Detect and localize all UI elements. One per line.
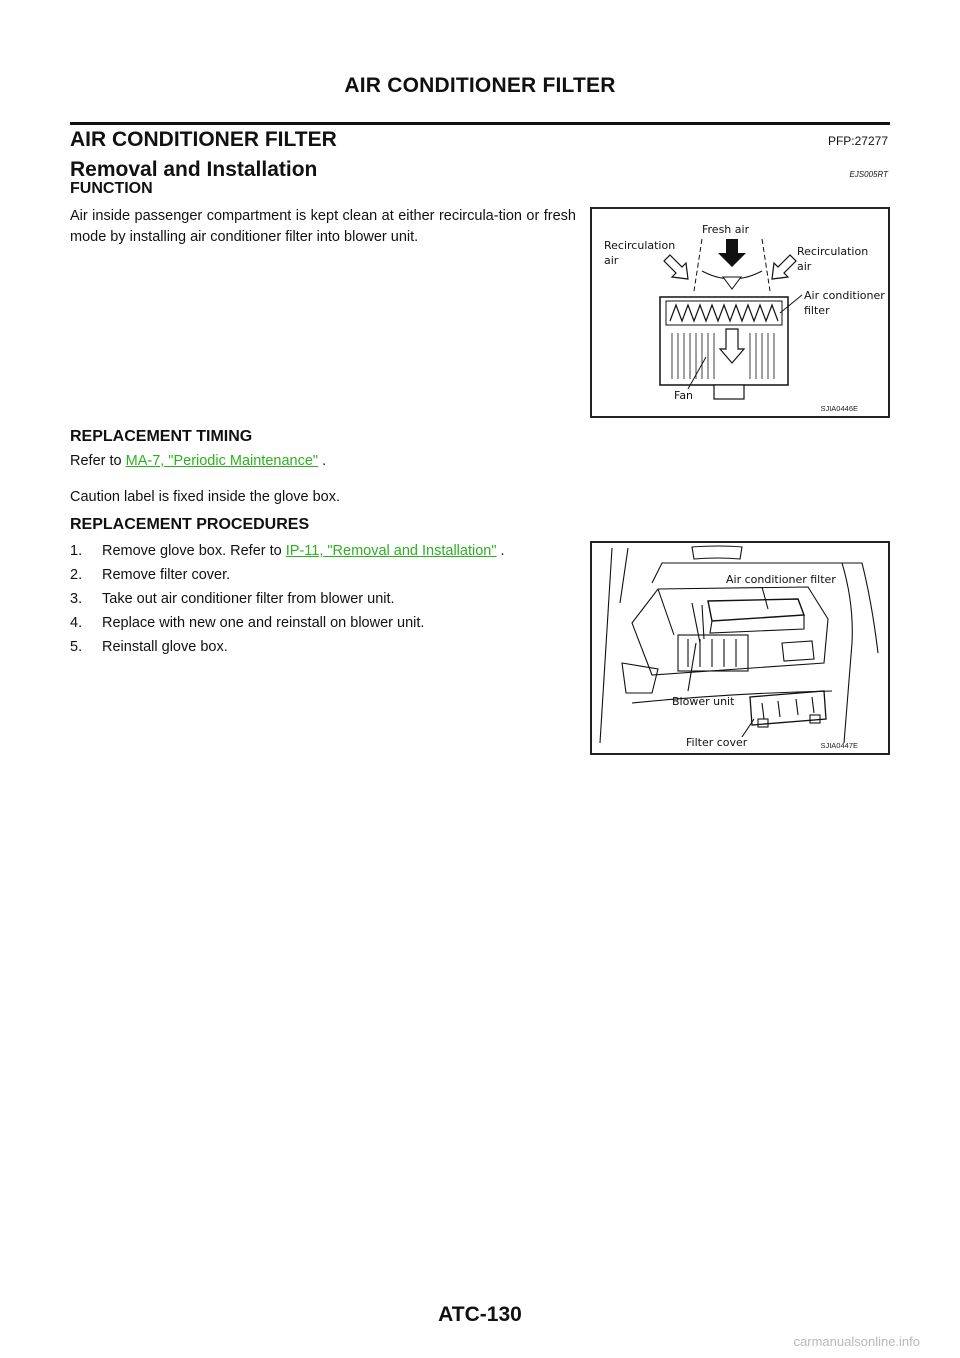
label-filter-2: filter bbox=[804, 304, 830, 317]
airflow-diagram bbox=[592, 209, 888, 416]
recirc-right-arrow-icon bbox=[772, 255, 796, 279]
header-rule bbox=[70, 122, 890, 125]
label-fresh-air: Fresh air bbox=[702, 223, 750, 236]
figure-code: SJIA0447E bbox=[820, 741, 858, 750]
page-title: AIR CONDITIONER FILTER bbox=[70, 128, 337, 151]
step-item: 3. Take out air conditioner filter from blower unit. bbox=[70, 591, 395, 607]
running-header: AIR CONDITIONER FILTER bbox=[344, 74, 616, 97]
label-recirc-left-1: Recirculation bbox=[604, 239, 676, 252]
label-blower-unit: Blower unit bbox=[672, 695, 735, 708]
caution-text: Caution label is fixed inside the glove box. bbox=[70, 489, 341, 505]
function-heading: FUNCTION bbox=[70, 180, 153, 197]
label-filter-1: Air conditioner bbox=[804, 289, 885, 302]
timing-refer: Refer to MA-7, "Periodic Maintenance" . bbox=[70, 453, 327, 469]
fresh-air-arrow-icon bbox=[718, 239, 746, 267]
recirc-left-arrow-icon bbox=[664, 255, 688, 279]
label-recirc-left-2: air bbox=[604, 254, 619, 267]
step-item: 5. Reinstall glove box. bbox=[70, 639, 228, 655]
figure-code: SJIA0446E bbox=[820, 404, 858, 413]
link-periodic-maintenance[interactable]: MA-7, "Periodic Maintenance" bbox=[125, 453, 319, 469]
watermark: carmanualsonline.info bbox=[793, 1334, 920, 1349]
procedure-steps bbox=[70, 541, 505, 661]
step-item: 4. Replace with new one and reinstall on blower unit. bbox=[70, 615, 425, 631]
figure-glove-box bbox=[590, 541, 890, 755]
label-air-conditioner-filter: Air conditioner filter bbox=[726, 573, 836, 586]
label-recirc-right-2: air bbox=[797, 260, 812, 273]
page-number: ATC-130 bbox=[438, 1303, 522, 1326]
section-title: Removal and Installation bbox=[70, 158, 318, 181]
procedures-heading: REPLACEMENT PROCEDURES bbox=[70, 516, 310, 533]
step-item: 1. Remove glove box. Refer to IP-11, "Removal and Installation" . bbox=[70, 543, 505, 559]
part-number: PFP:27277 bbox=[827, 134, 888, 148]
section-code: EJS005RT bbox=[849, 170, 888, 179]
link-ip-removal[interactable]: IP-11, "Removal and Installation" bbox=[285, 543, 497, 559]
label-fan: Fan bbox=[674, 389, 694, 402]
step-item: 2. Remove filter cover. bbox=[70, 567, 231, 583]
function-text: Air inside passenger compartment is kept clean at either recircula-tion or fresh mode by installing air conditioner filter into blower unit. bbox=[70, 208, 576, 245]
timing-heading: REPLACEMENT TIMING bbox=[70, 428, 253, 445]
label-recirc-right-1: Recirculation bbox=[797, 245, 869, 258]
glove-box-diagram bbox=[592, 543, 888, 753]
figure-filter-airflow bbox=[590, 207, 890, 418]
label-filter-cover: Filter cover bbox=[686, 736, 748, 749]
